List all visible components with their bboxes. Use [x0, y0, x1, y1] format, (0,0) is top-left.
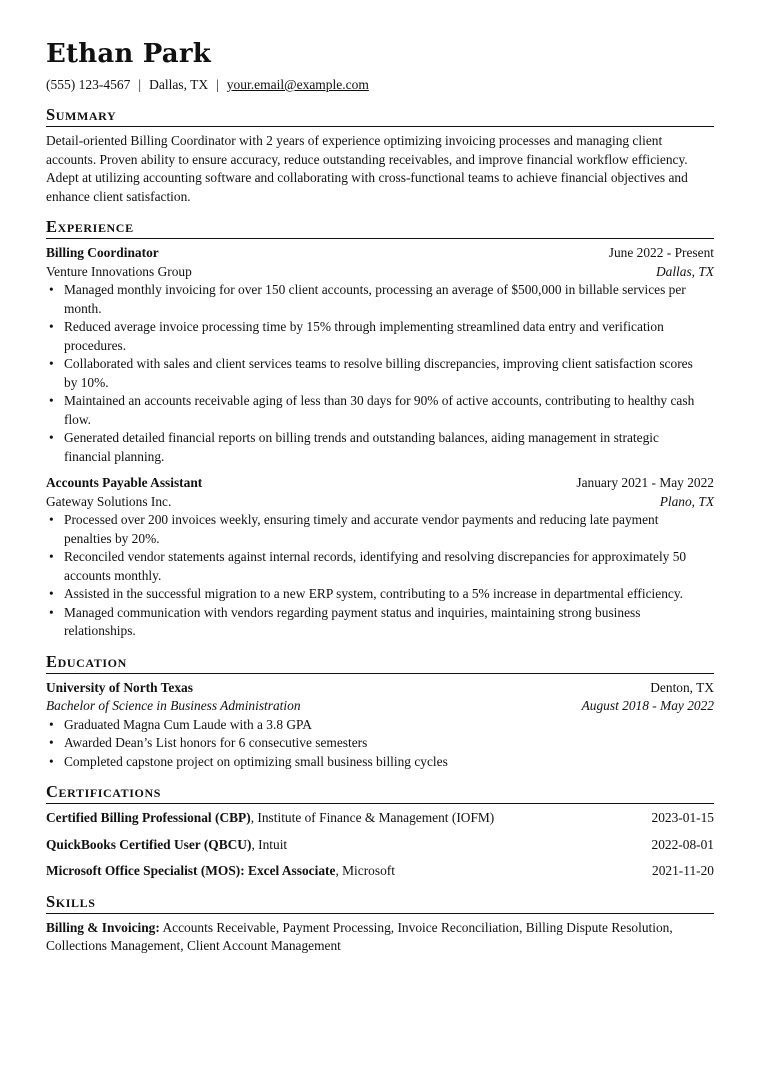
certification-row [46, 809, 714, 828]
job-entry [46, 244, 714, 466]
resume-page [46, 38, 714, 956]
certification-row [46, 836, 714, 855]
school-name: University of North Texas [46, 679, 193, 695]
list-item: • Graduated Magna Cum Laude with a 3.8 GPA [46, 716, 714, 735]
certification-date: 2022-08-01 [651, 836, 714, 852]
certification-name: Certified Billing Professional (CBP) [46, 810, 251, 825]
section-title-experience: Experience [46, 217, 714, 239]
education-section [46, 652, 714, 772]
location: Dallas, TX [149, 77, 209, 92]
list-item: • Reconciled vendor statements against internal records, identifying and resolving discrepancies for approximately 50 accounts monthly. [46, 548, 714, 585]
job-role: Accounts Payable Assistant [46, 475, 203, 490]
section-title-education: Education [46, 652, 714, 674]
job-bullets [46, 511, 714, 641]
contact-separator: | [138, 77, 142, 92]
job-company: Venture Innovations Group [46, 263, 192, 279]
list-item: • Managed communication with vendors regarding payment status and inquiries, maintaining strong business relationships. [46, 604, 714, 641]
section-title-summary: Summary [46, 105, 714, 127]
certifications-section [46, 782, 714, 881]
list-item: • Completed capstone project on optimizing small business billing cycles [46, 753, 714, 772]
experience-section [46, 217, 714, 641]
summary-section [46, 105, 714, 206]
job-bullets [46, 281, 714, 466]
skills-category: Billing & Invoicing: [46, 919, 160, 935]
degree-name: Bachelor of Science in Business Administration [46, 698, 301, 713]
education-bullets [46, 716, 714, 772]
job-dates: January 2021 - May 2022 [576, 475, 714, 490]
skills-text [46, 919, 714, 956]
job-location: Plano, TX [659, 493, 714, 509]
list-item: • Processed over 200 invoices weekly, ensuring timely and accurate vendor payments and reducing late payment penalties by 20%. [46, 511, 714, 548]
list-item: • Awarded Dean’s List honors for 6 consecutive semesters [46, 734, 714, 753]
certification-issuer: , Microsoft [335, 863, 395, 878]
education-dates: August 2018 - May 2022 [581, 698, 714, 713]
section-title-certifications: Certifications [46, 782, 714, 804]
job-entry [46, 474, 714, 641]
certification-date: 2021-11-20 [652, 863, 714, 878]
certification-issuer: , Institute of Finance & Management (IOFM) [250, 810, 495, 825]
candidate-name: Ethan Park [46, 39, 211, 69]
list-item: • Generated detailed financial reports on billing trends and outstanding balances, aiding management in strategic financial planning. [46, 429, 714, 466]
list-item: • Collaborated with sales and client services teams to resolve billing discrepancies, improving client satisfaction scores by 10%. [46, 355, 714, 392]
section-title-skills: Skills [46, 892, 714, 914]
list-item: • Assisted in the successful migration to a new ERP system, contributing to a 5% increase in departmental efficiency. [46, 585, 714, 604]
school-location: Denton, TX [650, 679, 714, 695]
certification-name: Microsoft Office Specialist (MOS): Excel Associate [46, 863, 336, 878]
email-link[interactable]: your.email@example.com [226, 77, 369, 92]
phone-number: (555) 123-4567 [46, 77, 131, 92]
job-dates: June 2022 - Present [608, 245, 714, 260]
job-role: Billing Coordinator [46, 245, 159, 260]
skills-section [46, 892, 714, 956]
contact-separator: | [216, 77, 219, 92]
job-location: Dallas, TX [655, 263, 714, 279]
certification-issuer: , Intuit [251, 836, 288, 852]
job-company: Gateway Solutions Inc. [46, 493, 172, 509]
certification-name: QuickBooks Certified User (QBCU) [46, 836, 252, 852]
list-item: • Maintained an accounts receivable aging of less than 30 days for 90% of active accounts, contributing to healthy cash flow. [46, 392, 714, 429]
certification-row [46, 862, 714, 881]
list-item: • Reduced average invoice processing time by 15% through implementing streamlined data entry and verification procedures. [46, 318, 714, 355]
certification-date: 2023-01-15 [651, 810, 714, 825]
list-item: • Managed monthly invoicing for over 150 client accounts, processing an average of $500,000 in billable services per month. [46, 281, 714, 318]
summary-text: Detail-oriented Billing Coordinator with 2 years of experience optimizing invoicing processes and managing client accounts. Proven ability to ensure accuracy, reduce outstanding receivables, and improve financial workflow efficiency. Adept at utilizing accounting software and collaborating with cross-functional teams to achieve financial objectives and enhance client satisfaction. [46, 133, 688, 204]
skills-items: Accounts Receivable, Payment Processing, Invoice Reconciliation, Billing Dispute Resolution, Collections Management, Client Account Management [46, 919, 673, 953]
contact-line [46, 76, 714, 94]
